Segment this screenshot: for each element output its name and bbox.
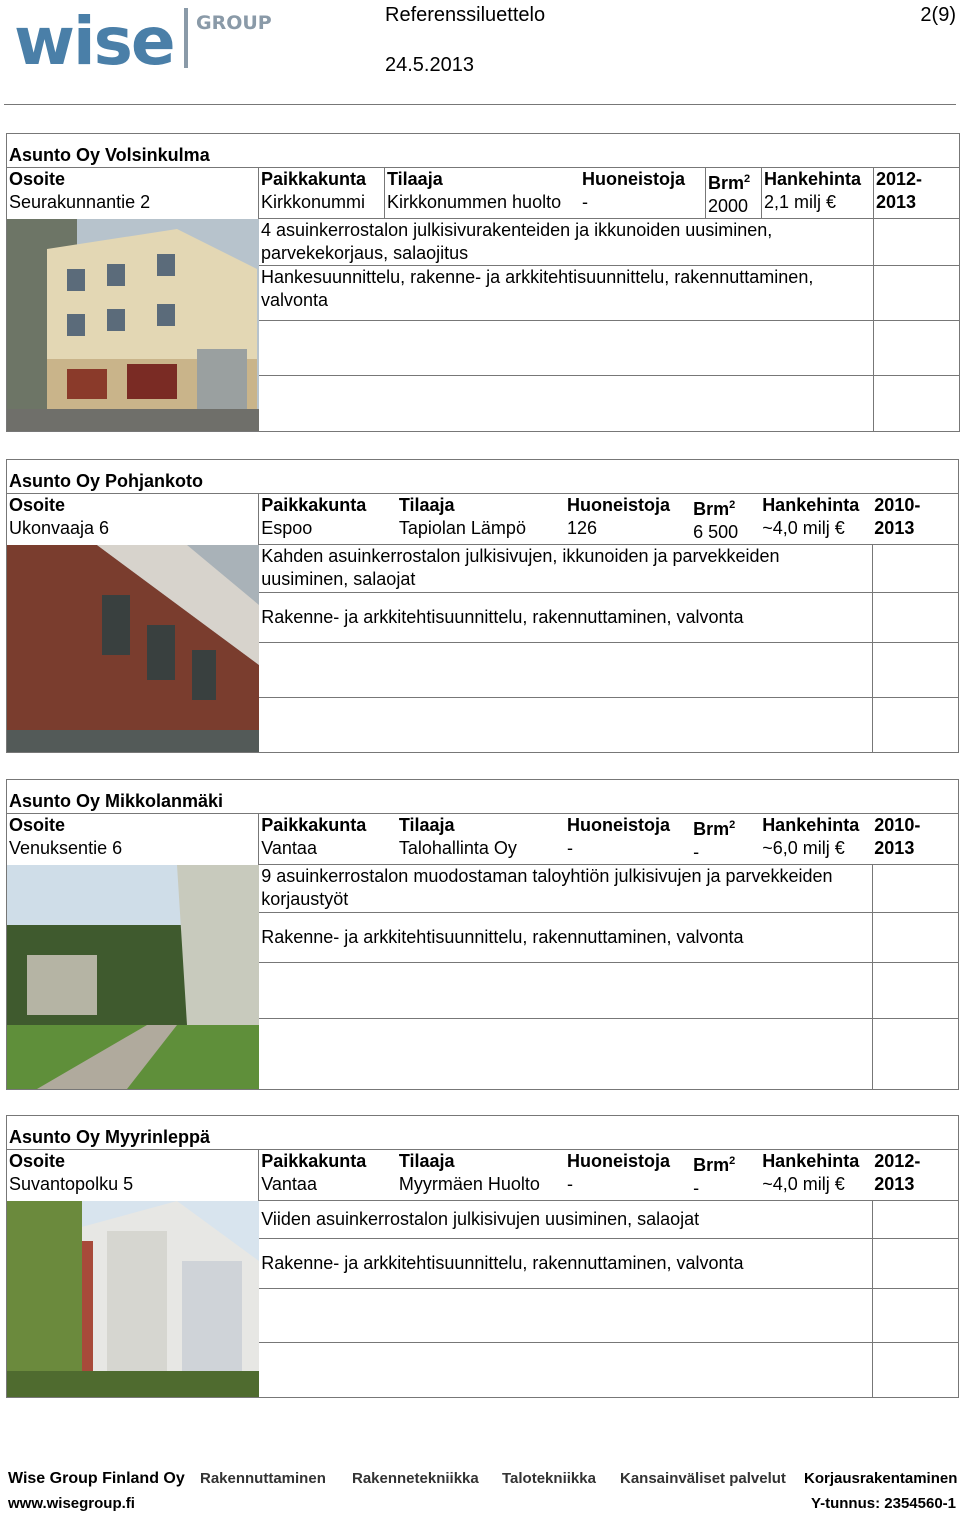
project-services: Rakenne- ja arkkitehtisuunnittelu, rakennuttaminen, valvonta	[259, 913, 873, 963]
project-photo	[7, 865, 259, 1090]
cost-cell	[762, 168, 874, 219]
city-label: Paikkakunta	[261, 815, 367, 835]
client-label: Tilaaja	[398, 495, 455, 515]
project-description: Viiden asuinkerrostalon julkisivujen uusiminen, salaojat	[259, 1201, 873, 1239]
project-name: Asunto Oy Mikkolanmäki	[7, 780, 959, 814]
services-spacer	[872, 1239, 958, 1289]
brm-label: Brm$^2$	[693, 499, 736, 519]
brm-label: Brm$^2$	[693, 819, 736, 839]
page-number: 2(9)	[920, 4, 956, 26]
blank-cell	[872, 698, 958, 752]
project-photo	[7, 1201, 259, 1398]
brm-value: -	[693, 1178, 700, 1198]
project-photo	[7, 545, 259, 753]
logo-divider	[184, 8, 188, 68]
year-end: 2013	[874, 1174, 915, 1194]
brm-cell	[691, 494, 760, 545]
project-services: Rakenne- ja arkkitehtisuunnittelu, rakennuttaminen, valvonta	[259, 1239, 873, 1289]
header-divider	[4, 104, 956, 105]
address-label: Osoite	[9, 1151, 66, 1171]
cost-label: Hankehinta	[762, 815, 860, 835]
apartments-value: 126	[567, 518, 598, 538]
year-cell	[872, 814, 958, 865]
address-value: Venuksentie 6	[9, 838, 123, 858]
project-table	[6, 779, 959, 1090]
city-label: Paikkakunta	[261, 1151, 367, 1171]
address-cell	[7, 814, 259, 865]
building-photo-pohjankoto	[7, 545, 259, 752]
cost-label: Hankehinta	[764, 169, 862, 189]
footer-business-id: Y-tunnus: 2354560-1	[810, 1495, 956, 1512]
brm-value: -	[693, 842, 700, 862]
blank-row	[259, 321, 874, 376]
brm-value: 6 500	[693, 522, 739, 542]
client-cell	[397, 814, 565, 865]
address-cell	[7, 1150, 259, 1201]
year-start: 2012-	[874, 1151, 921, 1171]
cost-value: 2,1 milj €	[764, 192, 837, 212]
project-name: Asunto Oy Volsinkulma	[7, 134, 960, 168]
client-cell	[385, 168, 706, 219]
blank-row	[259, 643, 873, 698]
city-value: Vantaa	[261, 1174, 317, 1194]
apartments-cell	[565, 1150, 691, 1201]
wise-group-logo	[14, 3, 272, 80]
brm-cell	[691, 814, 760, 865]
blank-row	[259, 376, 874, 432]
blank-cell	[872, 643, 958, 698]
apartments-label: Huoneistoja	[567, 495, 671, 515]
year-cell	[872, 494, 958, 545]
apartments-label: Huoneistoja	[567, 1151, 671, 1171]
building-photo-myyrinleppa	[7, 1201, 259, 1397]
blank-cell	[874, 376, 960, 432]
services-spacer	[872, 593, 958, 643]
footer-link[interactable]: Talotekniikka	[502, 1470, 596, 1487]
blank-row	[259, 1289, 873, 1343]
address-cell	[7, 168, 259, 219]
project-description: 4 asuinkerrostalon julkisivurakenteiden ja ikkunoiden uusiminen, parvekekorjaus, salaojitus	[259, 219, 874, 266]
address-label: Osoite	[9, 169, 66, 189]
year-start: 2012-	[876, 169, 923, 189]
blank-row	[259, 1343, 873, 1397]
services-spacer	[874, 266, 960, 321]
document-title: Referenssiluettelo	[385, 4, 546, 26]
brm-cell	[706, 168, 762, 219]
cost-label: Hankehinta	[762, 495, 860, 515]
project-table	[6, 133, 960, 432]
brm-cell	[691, 1150, 760, 1201]
year-start: 2010-	[874, 495, 921, 515]
description-spacer	[872, 1201, 958, 1239]
address-label: Osoite	[9, 495, 66, 515]
project-description: 9 asuinkerrostalon muodostaman taloyhtiön julkisivujen ja parvekkeiden korjaustyöt	[259, 865, 873, 913]
address-value: Suvantopolku 5	[9, 1174, 134, 1194]
city-cell	[259, 814, 397, 865]
client-cell	[397, 1150, 565, 1201]
brm-label: Brm$^2$	[708, 173, 751, 193]
city-value: Kirkkonummi	[261, 192, 366, 212]
year-start: 2010-	[874, 815, 921, 835]
city-cell	[259, 494, 397, 545]
footer-link[interactable]: Rakennuttaminen	[200, 1470, 326, 1487]
city-cell	[259, 168, 385, 219]
year-cell	[872, 1150, 958, 1201]
city-value: Vantaa	[261, 838, 317, 858]
footer-link[interactable]: Korjausrakentaminen	[804, 1470, 958, 1487]
footer-website[interactable]: www.wisegroup.fi	[8, 1495, 135, 1512]
apartments-value: -	[567, 1174, 574, 1194]
client-value: Tapiolan Lämpö	[398, 518, 526, 538]
blank-cell	[872, 1289, 958, 1343]
cost-value: ~6,0 milj €	[762, 838, 845, 858]
blank-row	[259, 698, 873, 752]
blank-cell	[872, 963, 958, 1019]
year-end: 2013	[876, 192, 917, 212]
footer-link[interactable]: Rakennetekniikka	[352, 1470, 479, 1487]
project-services: Hankesuunnittelu, rakenne- ja arkkitehtisuunnittelu, rakennuttaminen, valvonta	[259, 266, 874, 321]
blank-cell	[872, 1019, 958, 1089]
blank-row	[259, 1019, 873, 1089]
project-name: Asunto Oy Myyrinleppä	[7, 1116, 959, 1150]
footer-link[interactable]: Kansainväliset palvelut	[620, 1470, 786, 1487]
project-description: Kahden asuinkerrostalon julkisivujen, ikkunoiden ja parvekkeiden uusiminen, salaojat	[259, 545, 873, 593]
city-value: Espoo	[261, 518, 313, 538]
client-value: Kirkkonummen huolto	[387, 192, 562, 212]
building-photo-mikkolanmaki	[7, 865, 259, 1089]
apartments-value: -	[582, 192, 588, 212]
city-label: Paikkakunta	[261, 169, 367, 189]
address-label: Osoite	[9, 815, 66, 835]
year-end: 2013	[874, 518, 915, 538]
project-table	[6, 1115, 959, 1398]
year-end: 2013	[874, 838, 915, 858]
address-value: Seurakunnantie 2	[9, 192, 151, 212]
logo-group-text: GROUP	[196, 12, 272, 34]
client-label: Tilaaja	[398, 1151, 455, 1171]
city-label: Paikkakunta	[261, 495, 367, 515]
project-table	[6, 459, 959, 753]
cost-cell	[760, 814, 872, 865]
description-spacer	[872, 865, 958, 913]
cost-value: ~4,0 milj €	[762, 1174, 845, 1194]
blank-row	[259, 963, 873, 1019]
footer-company: Wise Group Finland Oy	[8, 1470, 185, 1487]
cost-cell	[760, 494, 872, 545]
project-name: Asunto Oy Pohjankoto	[7, 460, 959, 494]
client-label: Tilaaja	[387, 169, 443, 189]
description-spacer	[872, 545, 958, 593]
address-cell	[7, 494, 259, 545]
services-spacer	[872, 913, 958, 963]
project-photo	[7, 219, 259, 432]
blank-cell	[872, 1343, 958, 1397]
city-cell	[259, 1150, 397, 1201]
apartments-value: -	[567, 838, 574, 858]
blank-cell	[874, 321, 960, 376]
description-spacer	[874, 219, 960, 266]
cost-label: Hankehinta	[762, 1151, 860, 1171]
project-services: Rakenne- ja arkkitehtisuunnittelu, rakennuttaminen, valvonta	[259, 593, 873, 643]
cost-value: ~4,0 milj €	[762, 518, 845, 538]
cost-cell	[760, 1150, 872, 1201]
apartments-label: Huoneistoja	[582, 169, 686, 189]
client-cell	[397, 494, 565, 545]
apartments-cell	[565, 814, 691, 865]
document-date: 24.5.2013	[385, 54, 474, 76]
year-cell	[874, 168, 960, 219]
address-value: Ukonvaaja 6	[9, 518, 110, 538]
building-photo-volsinkulma	[7, 219, 259, 431]
brm-value: 2000	[708, 196, 749, 216]
apartments-cell	[565, 494, 691, 545]
client-value: Myyrmäen Huolto	[398, 1174, 540, 1194]
brm-label: Brm$^2$	[693, 1155, 736, 1175]
client-value: Talohallinta Oy	[398, 838, 517, 858]
apartments-label: Huoneistoja	[567, 815, 671, 835]
logo-wordmark: wise	[14, 3, 174, 80]
client-label: Tilaaja	[398, 815, 455, 835]
